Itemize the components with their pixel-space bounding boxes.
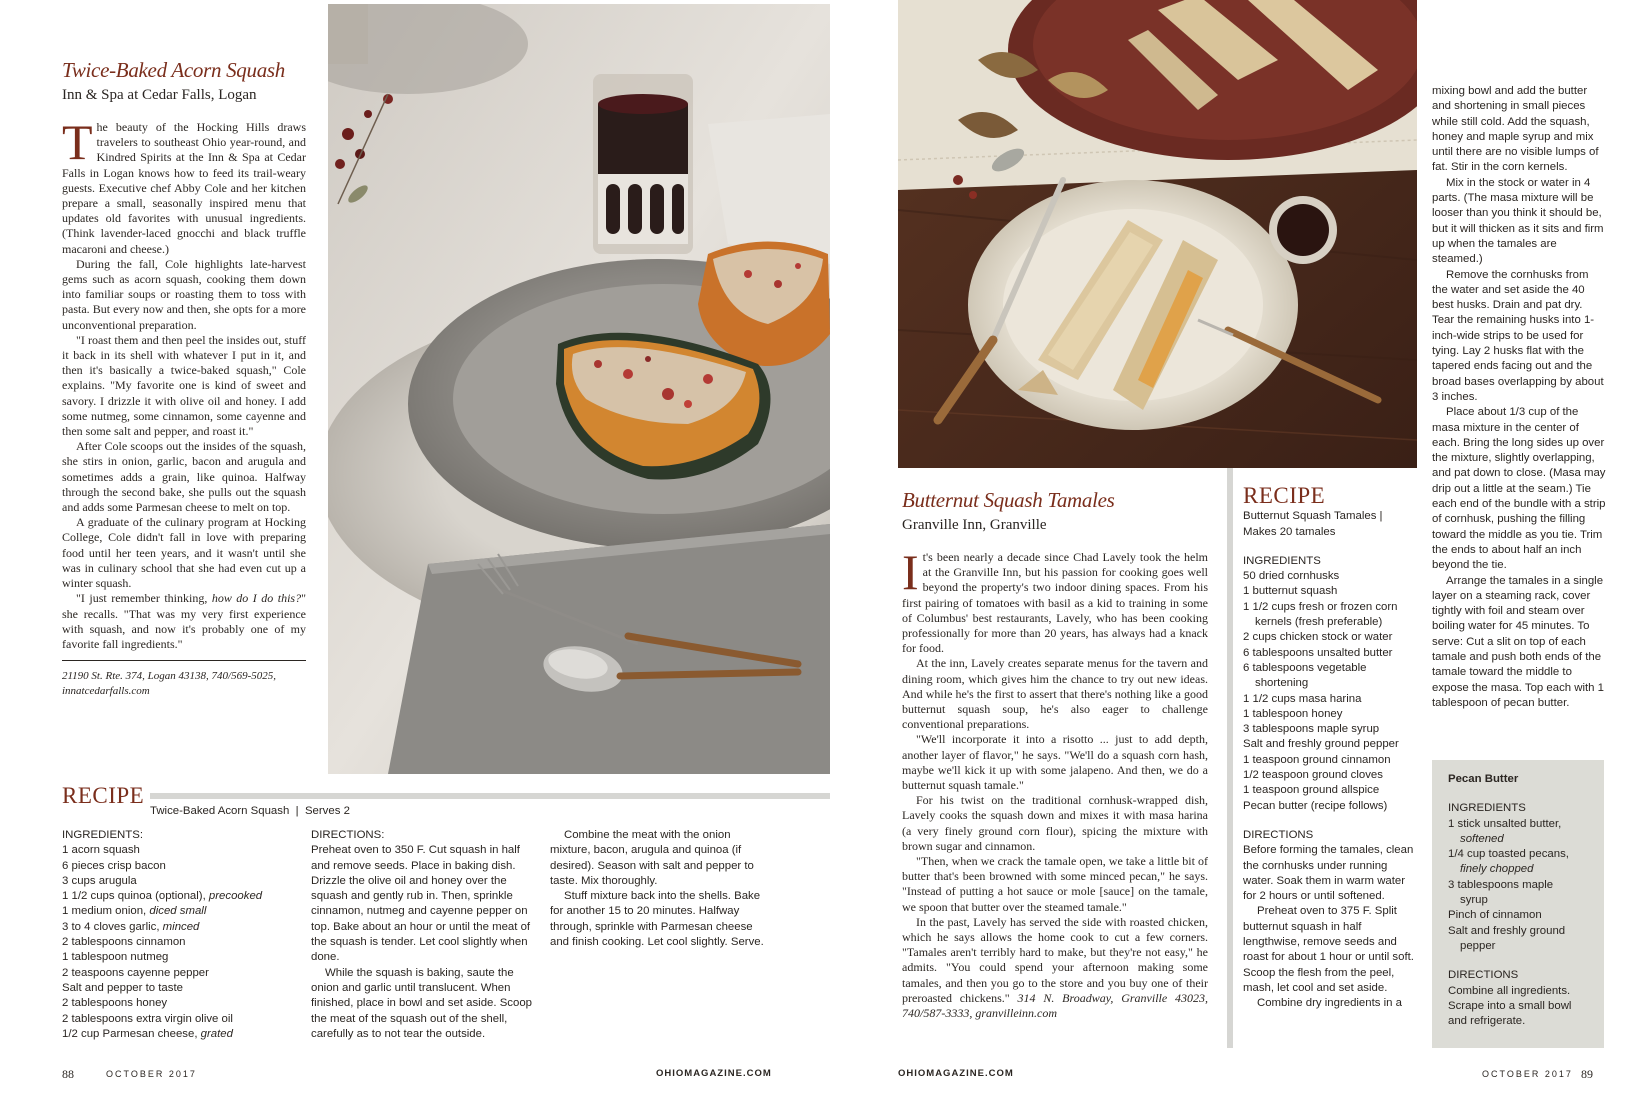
ingredient-list bbox=[1448, 817, 1588, 955]
left-article bbox=[62, 58, 306, 699]
ingredient-item: 1 stick unsalted butter, softened bbox=[1448, 817, 1562, 845]
ingredient-item: 1 acorn squash bbox=[62, 844, 140, 857]
direction-step: Stuff mixture back into the shells. Bake for another 15 to 20 minutes. Halfway through, sprinkle with Parmesan cheese and finish cooking. Let cool slightly. Serve. bbox=[550, 890, 764, 949]
ingredient-item: 1/4 cup toasted pecans, finely chopped bbox=[1448, 848, 1569, 876]
ingredient-item: 2 cups chicken stock or water bbox=[1243, 631, 1393, 644]
drop-cap: I bbox=[902, 544, 919, 600]
page-number-right: 89 bbox=[1581, 1067, 1593, 1081]
footer-site-right: OHIOMAGAZINE.COM bbox=[898, 1068, 1014, 1079]
drop-cap: T bbox=[62, 114, 93, 170]
article-body: The beauty of the Hocking Hills draws travelers to southeast Ohio year-round, and Kindred Spirits at the Inn & Spa at Cedar Falls in Logan knows how to feed its trail-weary guests. Executive chef Abby Cole and her kitchen prepare a small, seasonally inspired menu that updates old favorites with unusual ingredients. (Think lavender-laced gnocchi and black truffle macaroni and cheese.) During the fall, Cole highlights late-harvest gems such as acorn squash, cooking them down into familiar soups or roasting them to toss with pasta. But every now and then, she opts for a more unconventional preparation. "I roast them and then peel the insides out, stuff it back in its shell with whatever I put in it, and then it's basically a twice-baked squash," Cole explains. "My favorite one is kind of sweet and savory. I drizzle it with olive oil and honey. I add some nutmeg, some cinnamon, some cayenne and then some salt and pepper, and roast it." After Cole scoops out the insides of the squash, she stirs in onion, garlic, bacon and arugula and sometimes adds a grain, like quinoa. Halfway through the second bake, she pulls out the squash and adds some Parmesan cheese to melt on top. A graduate of the culinary program at Hocking College, Cole didn't fall in love with preparing food until her teen years, and it wasn't until she was in culinary school that she had even cut up a winter squash. "I just remember thinking, how do I do this?" she recalls. "That was my very first experience with squash, and now it's probably one of my favorite fall ingredients." bbox=[62, 114, 306, 651]
article-title: Butternut Squash Tamales bbox=[902, 488, 1115, 512]
right-recipe bbox=[1243, 483, 1415, 1012]
address: 21190 St. Rte. 374, Logan 43138, 740/569-5025, innatcedarfalls.com bbox=[62, 670, 276, 698]
photo-illustration bbox=[328, 4, 830, 774]
ingredient-item: 2 teaspoons cayenne pepper bbox=[62, 966, 209, 979]
ingredient-item: 1 1/2 cups quinoa (optional), precooked bbox=[62, 890, 263, 903]
direction-step: Combine dry ingredients in a bbox=[1257, 997, 1402, 1010]
left-recipe-subtitle: Twice-Baked Acorn Squash | Serves 2 bbox=[150, 805, 350, 817]
ingredient-item: Salt and pepper to taste bbox=[62, 981, 183, 994]
ingredient-item: 2 tablespoons extra virgin olive oil bbox=[62, 1012, 233, 1025]
ingredient-item: 6 tablespoons vegetable bbox=[1243, 661, 1367, 674]
right-article bbox=[902, 488, 1208, 1021]
article-title: Twice-Baked Acorn Squash bbox=[62, 58, 285, 82]
direction-step: Preheat oven to 375 F. Split butternut squash in half lengthwise, remove seeds and roast for about 1 hour or until soft. Scoop the flesh from the peel, mash, let cool and set aside. bbox=[1243, 905, 1414, 994]
direction-step: Combine all ingredients. Scrape into a small bowl and refrigerate. bbox=[1448, 984, 1572, 1028]
column-divider bbox=[1227, 468, 1233, 1048]
ingredients-label: INGREDIENTS bbox=[1243, 554, 1321, 567]
ingredient-item: 1 butternut squash bbox=[1243, 585, 1338, 598]
ingredient-item: 3 to 4 cloves garlic, minced bbox=[62, 920, 200, 933]
direction-step: Combine the meat with the onion mixture, bacon, arugula and quinoa (if desired). Season with salt and pepper to taste. Mix thoroughly. bbox=[550, 829, 754, 887]
article-body: It's been nearly a decade since Chad Lavely took the helm at the Granville Inn, but his passion for cooking goes well beyond the property's two indoor dining spaces. From his first pairing of tomatoes with basil as a kid to training in some of Columbus' best restaurants, Lavely, who has been cooking professionally for more than 20 years, has always had a knack for food. At the inn, Lavely creates separate menus for the tavern and dining room, which gives him the chance to try out new ideas. And while he's the first to assert that there's nothing like a good butternut squash soup, he's also eager to challenge conventional preparations. "We'll incorporate it into a risotto ... just to add depth, another layer of flavor," he says. "We'll do a squash corn hash, maybe we'll kick it up with some jalapeno. And then, we do a butternut squash tamale." For his twist on the traditional cornhusk-wrapped dish, Lavely cooks the squash down and mixes it with masa harina (a very finely ground corn flour), spicing the mixture with brown sugar and cinnamon. "Then, when we crack the tamale open, we take a little bit of butter that's been browned with some minced pecan," he says. "Instead of putting a hot sauce or mole [sauce] on the tamale, we spoon that butter over the steamed tamale." In the past, Lavely has served the side with roasted chicken, which he says allows the home cook to cut a few corners. "Tamales aren't terribly hard to make, but they're not easy," he admits. "You could spend your afternoon making some tamales, and then you go to the store and you buy one of their preroasted chickens." 314 N. Broadway, Granville 43023, 740/587-3333, granvilleinn.com bbox=[902, 544, 1209, 1021]
ingredients-label: INGREDIENTS: bbox=[62, 829, 144, 841]
recipe-heading: RECIPE bbox=[62, 783, 145, 808]
ingredients-label: INGREDIENTS bbox=[1448, 802, 1526, 815]
ingredient-item: shortening bbox=[1255, 677, 1309, 690]
article-venue: Inn & Spa at Cedar Falls, Logan bbox=[62, 87, 257, 103]
page-number-left: 88 bbox=[62, 1067, 74, 1081]
ingredient-item: 1 teaspoon ground cinnamon bbox=[1243, 753, 1391, 766]
sidebar-title: Pecan Butter bbox=[1448, 773, 1519, 785]
article-venue: Granville Inn, Granville bbox=[902, 517, 1047, 533]
ingredient-item: 1 tablespoon honey bbox=[1243, 707, 1343, 720]
ingredient-item: Salt and freshly ground pepper bbox=[1448, 924, 1566, 952]
left-recipe-header bbox=[62, 783, 144, 809]
ingredient-list bbox=[62, 843, 292, 1042]
ingredient-item: 3 tablespoons maple syrup bbox=[1448, 878, 1554, 907]
paragraph: After Cole scoops out the insides of the squash, she stirs in onion, garlic, bacon and arugula and sometimes adds a grain, like quinoa. Halfway through the second bake, she pulls out the squash and adds some Parmesan cheese to melt on top. bbox=[62, 439, 306, 515]
direction-step: Arrange the tamales in a single layer on a steaming rack, cover tightly with foil and steam over boiling water for 45 minutes. To serve: Cut a slit on top of each tamale and push both ends of the tamale toward the middle to expose the masa. Top each with 1 tablespoon of pecan butter. bbox=[1432, 574, 1605, 709]
ingredient-item: 1 teaspoon ground allspice bbox=[1243, 784, 1380, 797]
ingredient-item: 1/2 teaspoon ground cloves bbox=[1243, 769, 1383, 782]
tamales-photo bbox=[898, 0, 1417, 468]
direction-step: Preheat oven to 350 F. Cut squash in half and remove seeds. Place in baking dish. Drizzle the olive oil and honey over the squash and gently rub in. Then, sprinkle cinnamon, nutmeg and cayenne pepper on top. Bake about an hour or until the meat of the squash is tender. Let cool slightly when done. bbox=[311, 844, 531, 964]
direction-step: Remove the cornhusks from the water and set aside the 40 best husks. Drain and pat dry. Tear the remaining husks into 1-inch-wide strips to be used for tying. Lay 2 husks flat with the tapered ends facing out and the broad bases overlapping by about 3 inches. bbox=[1432, 268, 1604, 403]
ingredient-item: 1 1/2 cups fresh or frozen corn bbox=[1243, 600, 1398, 613]
ingredient-item: Salt and freshly ground pepper bbox=[1243, 738, 1399, 751]
ingredient-item: Pinch of cinnamon bbox=[1448, 909, 1542, 922]
footer-date-right: OCTOBER 2017 bbox=[1482, 1069, 1573, 1079]
paragraph: For his twist on the traditional cornhusk-wrapped dish, Lavely cooks the squash down and mixes it with masa harina (a very finely ground corn flour), spicing the mixture with brown sugar and cinnamon. bbox=[902, 793, 1208, 853]
recipe-name: Butternut Squash Tamales | bbox=[1243, 510, 1383, 523]
acorn-squash-photo bbox=[328, 4, 830, 774]
direction-step: Before forming the tamales, clean the cornhusks under running water. Soak them in warm water for 2 hours or until softened. bbox=[1243, 844, 1414, 903]
direction-step: While the squash is baking, saute the onion and garlic until translucent. When finished, place in bowl and set aside. Scoop the meat of the squash out of the shell, carefully as to not tear the outside. bbox=[311, 966, 532, 1040]
left-directions-1 bbox=[311, 828, 537, 1042]
directions-label: DIRECTIONS bbox=[1243, 828, 1314, 841]
footer-site-left: OHIOMAGAZINE.COM bbox=[656, 1068, 772, 1079]
right-recipe-continued bbox=[1432, 84, 1606, 711]
ingredient-item: 1 medium onion, diced small bbox=[62, 905, 207, 918]
recipe-yield: Makes 20 tamales bbox=[1243, 525, 1336, 538]
ingredient-item: 3 tablespoons maple syrup bbox=[1243, 723, 1380, 736]
recipe-band-rule bbox=[150, 793, 830, 799]
paragraph: "Then, when we crack the tamale open, we take a little bit of butter that's been browned with some minced pecan," he says. "Instead of putting a hot sauce or mole [sauce] on the tamale, we spoon that butter over the steamed tamale." bbox=[902, 854, 1208, 914]
directions-label: DIRECTIONS: bbox=[311, 829, 385, 841]
ingredient-item: kernels (fresh preferable) bbox=[1255, 616, 1383, 629]
direction-step: Place about 1/3 cup of the masa mixture in the center of each. Bring the long sides up over the mixture, slightly overlapping, and pat down to close. (Masa may drip out a little at the seam.) Tie each end of the bundle with a strip of cornhusk, pushing the filling toward the middle as you tie. Trim the ends to about half an inch beyond the tie. bbox=[1432, 406, 1606, 572]
ingredient-item: Pecan butter (recipe follows) bbox=[1243, 799, 1388, 812]
ingredient-item: 6 tablespoons unsalted butter bbox=[1243, 646, 1393, 659]
ingredient-item: 2 tablespoons honey bbox=[62, 997, 168, 1010]
ingredient-list bbox=[1243, 569, 1415, 814]
ingredient-item: 2 tablespoons cinnamon bbox=[62, 936, 186, 949]
pecan-butter-box bbox=[1432, 760, 1604, 1048]
paragraph: At the inn, Lavely creates separate menus for the tavern and dining room, which gives him the chance to try out new ideas. And while he's the first to assert that there's nothing like a good butternut squash soup, he's also eager to challenge conventional preparations. bbox=[902, 656, 1208, 732]
left-ingredients bbox=[62, 828, 292, 1042]
paragraph: A graduate of the culinary program at Hocking College, Cole didn't fall in love with preparing food until her teen years, and it wasn't until she was in culinary school that she had even cut up a winter squash. bbox=[62, 515, 306, 591]
directions-label: DIRECTIONS bbox=[1448, 969, 1519, 982]
paragraph: During the fall, Cole highlights late-harvest gems such as acorn squash, cooking them down into familiar soups or roasting them to toss with pasta. But every now and then, she opts for a more unconventional preparation. bbox=[62, 256, 306, 332]
direction-step: Mix in the stock or water in 4 parts. (The masa mixture will be looser than you think it should be, but it will thicken as it sits and firm up when the tamales are steamed.) bbox=[1432, 176, 1604, 266]
left-directions-2 bbox=[550, 828, 774, 950]
address: 314 N. Broadway, Granville 43023, 740/587-3333, granvilleinn.com bbox=[902, 990, 1209, 1021]
ingredient-item: 1 tablespoon nutmeg bbox=[62, 951, 169, 964]
direction-step: mixing bowl and add the butter and shortening in small pieces while still cold. Add the squash, honey and maple syrup and mix until there are no visible lumps of fat. Stir in the corn kernels. bbox=[1432, 85, 1599, 174]
paragraph: "I just remember thinking, how do I do this?" she recalls. "That was my very first experience with squash, and now it's probably one of my favorite fall ingredients." bbox=[62, 591, 306, 651]
address-rule bbox=[62, 660, 306, 661]
paragraph: In the past, Lavely has served the side with roasted chicken, which he says allows the home cook to cut a few corners. "Tamales aren't terribly hard to make, but they're not easy," he admits. "You could spend your afternoon making some tamales, and then you go to the store and you buy one of their preroasted chickens." 314 N. Broadway, Granville 43023, 740/587-3333, granvilleinn.com bbox=[902, 914, 1209, 1021]
ingredient-item: 3 cups arugula bbox=[62, 874, 137, 887]
ingredient-item: 6 pieces crisp bacon bbox=[62, 859, 166, 872]
ingredient-item: 1 1/2 cups masa harina bbox=[1243, 692, 1362, 705]
footer-date-left: OCTOBER 2017 bbox=[106, 1069, 197, 1079]
ingredient-item: 1/2 cup Parmesan cheese, grated bbox=[62, 1027, 233, 1040]
recipe-heading: RECIPE bbox=[1243, 483, 1326, 508]
paragraph: "I roast them and then peel the insides out, stuff it back in its shell with whatever I put in it, and then it's basically a twice-baked squash," Cole explains. "My favorite one is kind of sweet and savory. I drizzle it with olive oil and honey. I add some nutmeg, some cinnamon, some cayenne and then some salt and pepper, and roast it." bbox=[62, 332, 306, 439]
photo-illustration bbox=[898, 0, 1417, 468]
paragraph: "We'll incorporate it into a risotto ... just to add depth, another layer of flavor," he says. "We'll do a squash corn hash, maybe we'll kick it up with some jalapeno. And then, we do a butternut squash tamale." bbox=[902, 732, 1208, 793]
ingredient-item: 50 dried cornhusks bbox=[1243, 570, 1340, 583]
